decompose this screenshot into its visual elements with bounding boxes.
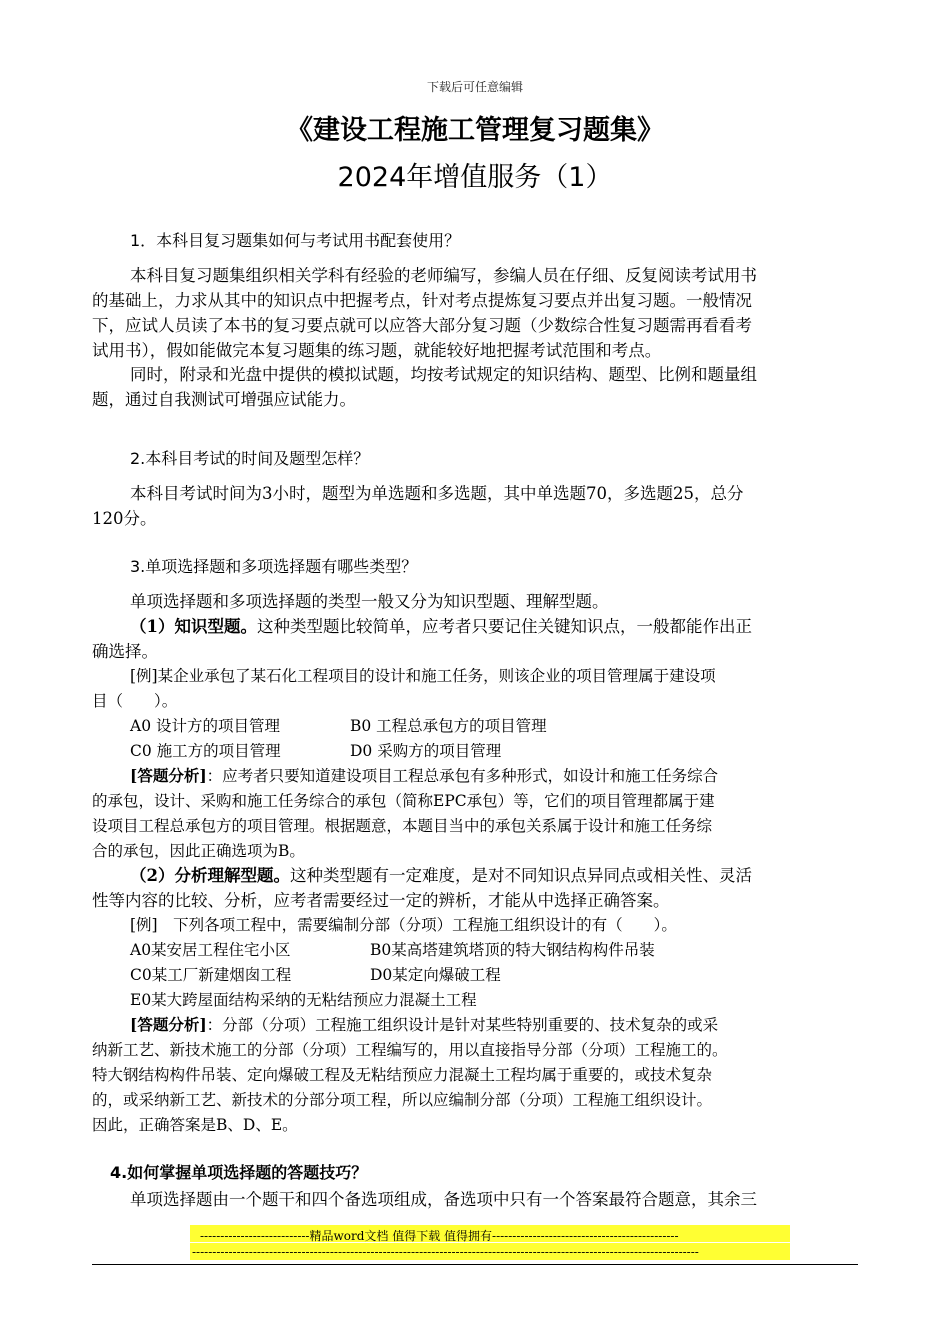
analysis-type-desc-cont: 性等内容的比较、分析，应考者需要经过一定的辨析，才能从中选择正确答案。	[92, 891, 670, 910]
analysis-type-desc: 这种类型题有一定难度，是对不同知识点异同点或相关性、灵活	[289, 866, 752, 885]
q2-heading: 2.本科目考试的时间及题型怎样？	[130, 449, 370, 468]
example1-option-d: D0 采购方的项目管理	[350, 742, 502, 760]
answer2-text: ：分部（分项）工程施工组织设计是针对某些特别重要的、技术复杂的或采	[206, 1016, 719, 1034]
q3-intro: 单项选择题和多项选择题的类型一般又分为知识型题、理解型题。	[130, 592, 609, 611]
q3-analysis-line	[130, 862, 752, 886]
footer-rule	[92, 1264, 858, 1265]
answer1-text-line: 合的承包，因此正确选项为B。	[92, 842, 305, 860]
answer1-label: [答题分析]	[130, 766, 207, 785]
example1-question-cont: 目（ ）。	[92, 692, 178, 710]
document-title: 《建设工程施工管理复习题集》	[286, 115, 664, 146]
answer2-text-line: 因此，正确答案是B、D、E。	[92, 1116, 298, 1134]
answer2-line	[130, 1013, 718, 1035]
q1-para2-line: 题，通过自我测试可增强应试能力。	[92, 390, 356, 409]
answer2-text-line: 纳新工艺、新技术施工的分部（分项）工程编写的，用以直接指导分部（分项）工程施工的。	[92, 1041, 728, 1059]
answer1-line	[130, 764, 718, 786]
example2-option-b: B0某高塔建筑塔顶的特大钢结构构件吊装	[370, 941, 655, 959]
q2-para-line: 120分。	[92, 509, 157, 528]
example1-option-a: A0 设计方的项目管理	[130, 717, 280, 735]
answer1-text-line: 设项目工程总承包方的项目管理。根据题意，本题目当中的承包关系属于设计和施工任务综	[92, 817, 713, 835]
example2-question: [例] 下列各项工程中，需要编制分部（分项）工程施工组织设计的有（ ）。	[130, 916, 677, 934]
example1-question: [例]某企业承包了某石化工程项目的设计和施工任务，则该企业的项目管理属于建设项	[130, 667, 716, 685]
q3-heading: 3.单项选择题和多项选择题有哪些类型？	[130, 557, 418, 576]
example2-option-d: D0某定向爆破工程	[370, 966, 501, 984]
example1-option-c: C0 施工方的项目管理	[130, 742, 281, 760]
q1-para1-line: 下，应试人员读了本书的复习要点就可以应答大部分复习题（少数综合性复习题需再看看考	[92, 316, 752, 335]
q2-para-line: 本科目考试时间为3小时，题型为单选题和多选题，其中单选题70，多选题25，总分	[130, 484, 744, 503]
example1-option-b: B0 工程总承包方的项目管理	[350, 717, 547, 735]
answer2-label: [答题分析]	[130, 1015, 207, 1034]
q1-para1-line: 试用书），假如能做完本复习题集的练习题，就能较好地把握考试范围和考点。	[92, 341, 662, 360]
knowledge-type-desc: 这种类型题比较简单，应考者只要记住关键知识点，一般都能作出正	[256, 617, 752, 636]
footer-line-1: ---------------------------精品word文档 值得下载 值得拥有----------------------------------------------	[200, 1229, 679, 1243]
example2-option-e: E0某大跨屋面结构采纳的无粘结预应力混凝土工程	[130, 991, 477, 1009]
answer2-text-line: 特大钢结构构件吊装、定向爆破工程及无粘结预应力混凝土工程均属于重要的，或技术复杂	[92, 1066, 713, 1084]
example2-option-a: A0某安居工程住宅小区	[130, 941, 291, 959]
q1-para1-line: 本科目复习题集组织相关学科有经验的老师编写，参编人员在仔细、反复阅读考试用书	[130, 266, 757, 285]
example2-option-c: C0某工厂新建烟囱工程	[130, 966, 292, 984]
document-subtitle: 2024年增值服务（1）	[337, 162, 613, 193]
knowledge-type-title: （1）知识型题。	[130, 617, 257, 636]
answer1-text-line: 的承包，设计、采购和施工任务综合的承包（简称EPC承包）等，它们的项目管理都属于建	[92, 792, 715, 810]
q4-para-line: 单项选择题由一个题干和四个备选项组成，备选项中只有一个答案最符合题意，其余三	[130, 1190, 757, 1209]
analysis-type-title: （2）分析理解型题。	[130, 866, 290, 885]
q1-para2-line: 同时，附录和光盘中提供的模拟试题，均按考试规定的知识结构、题型、比例和题量组	[130, 365, 757, 384]
footer-line-2: -----------------------------------------------------------------------------------------------------------------------------	[192, 1245, 699, 1259]
q1-heading: 1．本科目复习题集如何与考试用书配套使用？	[130, 231, 461, 250]
q1-para1-line: 的基础上，力求从其中的知识点中把握考点，针对考点提炼复习要点并出复习题。一般情况	[92, 291, 752, 310]
q3-knowledge-line	[130, 613, 752, 637]
header-note: 下载后可任意编辑	[426, 80, 523, 94]
answer2-text-line: 的，或采纳新工艺、新技术的分部分项工程，所以应编制分部（分项）工程施工组织设计。	[92, 1091, 713, 1109]
knowledge-type-desc-cont: 确选择。	[92, 642, 158, 661]
answer1-text: ：应考者只要知道建设项目工程总承包有多种形式，如设计和施工任务综合	[206, 767, 719, 785]
q4-heading: 4.如何掌握单项选择题的答题技巧？	[110, 1163, 368, 1182]
